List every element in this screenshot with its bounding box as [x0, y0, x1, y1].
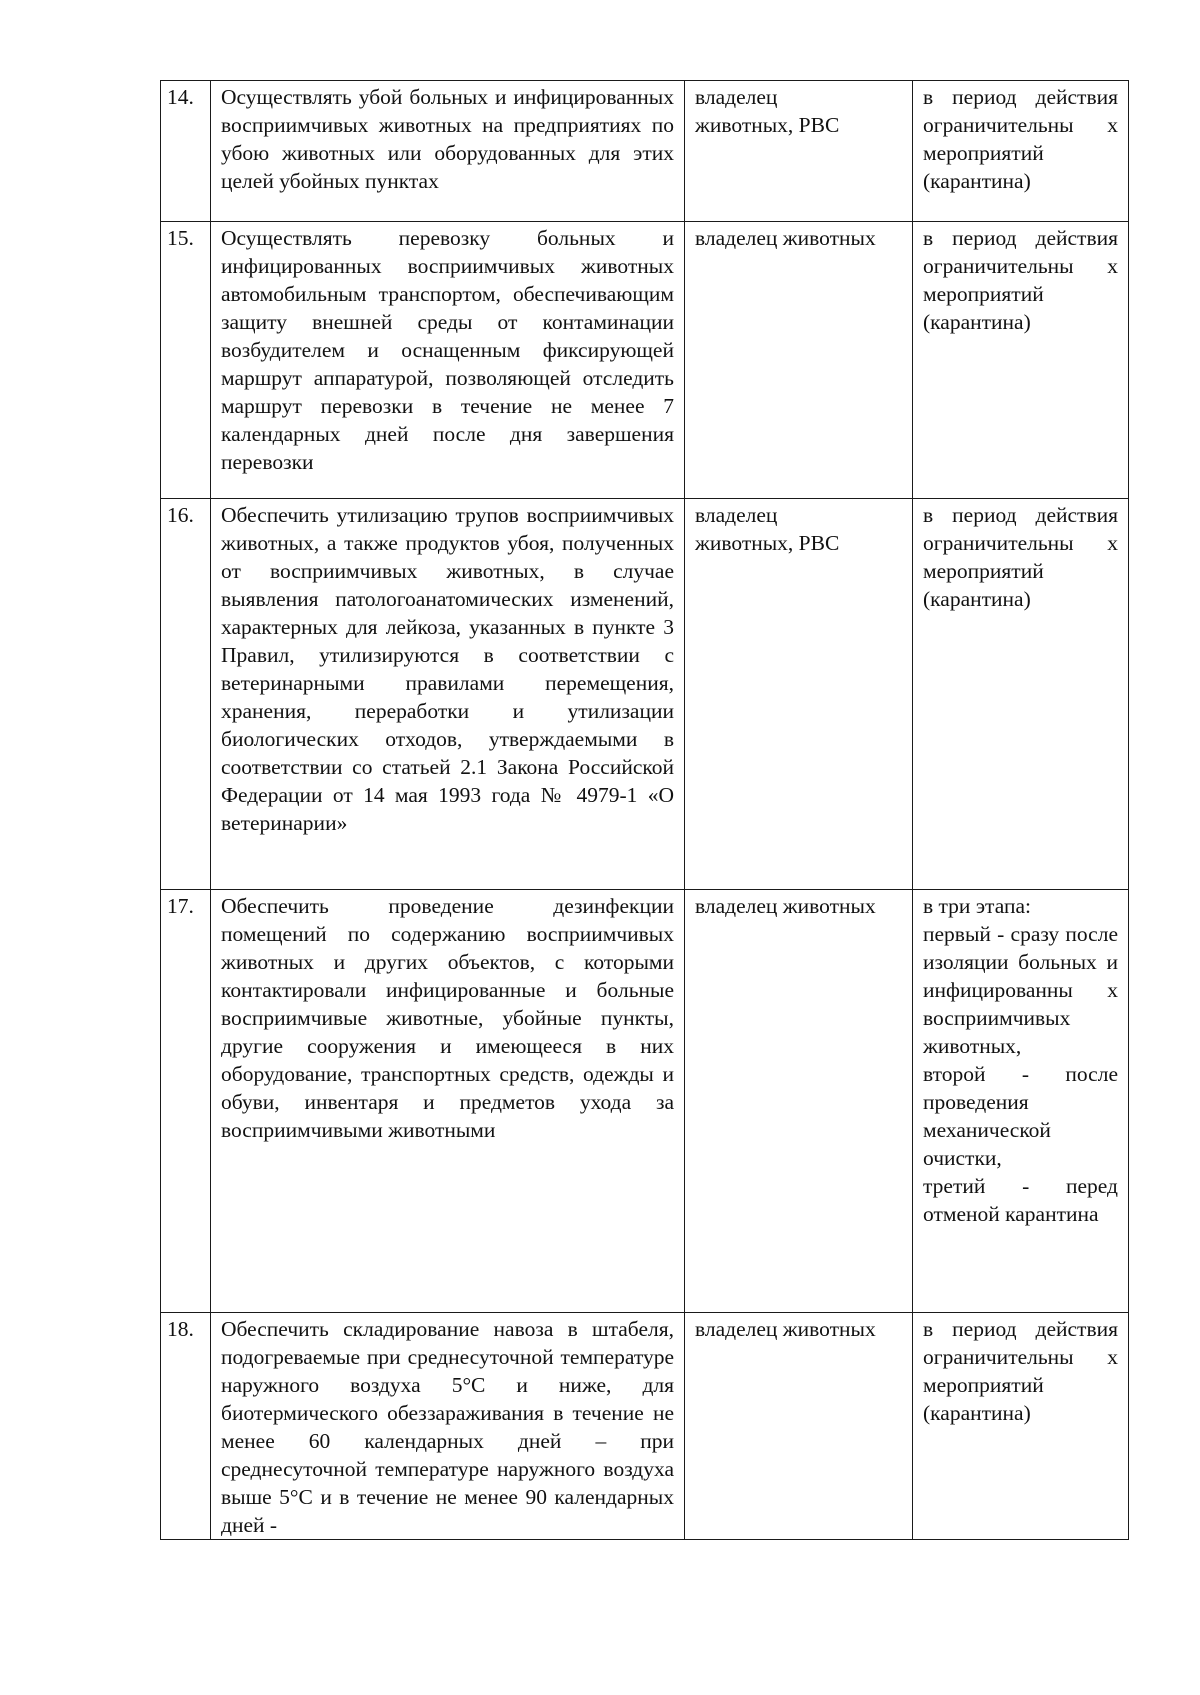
execution-term: в период действия ограничительны х мероприятий (карантина): [913, 222, 1129, 499]
table-row: [161, 222, 1129, 499]
row-number: 16.: [161, 499, 211, 890]
action-text: Обеспечить утилизацию трупов восприимчивых животных, а также продуктов убоя, полученных от восприимчивых животных, в случае выявления патологоанатомических изменений, характерных для лейкоза, указанных в пункте 3 Правил, утилизируются в соответствии с ветеринарными правилами перемещения, хранения, переработки и утилизации биологических отходов, утверждаемыми в соответствии со статьей 2.1 Закона Российской Федерации от 14 мая 1993 года № 4979-1 «О ветеринарии»: [211, 499, 685, 890]
table-row: [161, 499, 1129, 890]
action-text: Осуществлять убой больных и инфицированных восприимчивых животных на предприятиях по убою животных или оборудованных для этих целей убойных пунктах: [211, 81, 685, 222]
responsible-party: владелец животных, РВС: [685, 499, 913, 890]
table-row: [161, 1313, 1129, 1540]
row-number: 14.: [161, 81, 211, 222]
row-number: 17.: [161, 890, 211, 1313]
measures-table: [160, 80, 1129, 1540]
execution-term: в период действия ограничительны х мероприятий (карантина): [913, 1313, 1129, 1540]
table-row: [161, 81, 1129, 222]
action-text: Осуществлять перевозку больных и инфицированных восприимчивых животных автомобильным транспортом, обеспечивающим защиту внешней среды от контаминации возбудителем и оснащенным фиксирующей маршрут аппаратурой, позволяющей отследить маршрут перевозки в течение не менее 7 календарных дней после дня завершения перевозки: [211, 222, 685, 499]
execution-term: в период действия ограничительны х мероприятий (карантина): [913, 499, 1129, 890]
row-number: 15.: [161, 222, 211, 499]
execution-term: в период действия ограничительны х мероприятий (карантина): [913, 81, 1129, 222]
responsible-party: владелец животных: [685, 890, 913, 1313]
table-row: [161, 890, 1129, 1313]
action-text: Обеспечить проведение дезинфекции помещений по содержанию восприимчивых животных и других объектов, с которыми контактировали инфицированные и больные восприимчивые животные, убойные пункты, другие сооружения и имеющееся в них оборудование, транспортных средств, одежды и обуви, инвентаря и предметов ухода за восприимчивыми животными: [211, 890, 685, 1313]
execution-term: в три этапа: первый - сразу после изоляции больных и инфицированны х восприимчивых животных, второй - после проведения механической очистки, третий - перед отменой карантина: [913, 890, 1129, 1313]
row-number: 18.: [161, 1313, 211, 1540]
responsible-party: владелец животных: [685, 222, 913, 499]
document-page: [160, 80, 1128, 1540]
action-text: Обеспечить складирование навоза в штабеля, подогреваемые при среднесуточной температуре наружного воздуха 5°С и ниже, для биотермического обеззараживания в течение не менее 60 календарных дней – при среднесуточной температуре наружного воздуха выше 5°С и в течение не менее 90 календарных дней -: [211, 1313, 685, 1540]
responsible-party: владелец животных, РВС: [685, 81, 913, 222]
responsible-party: владелец животных: [685, 1313, 913, 1540]
